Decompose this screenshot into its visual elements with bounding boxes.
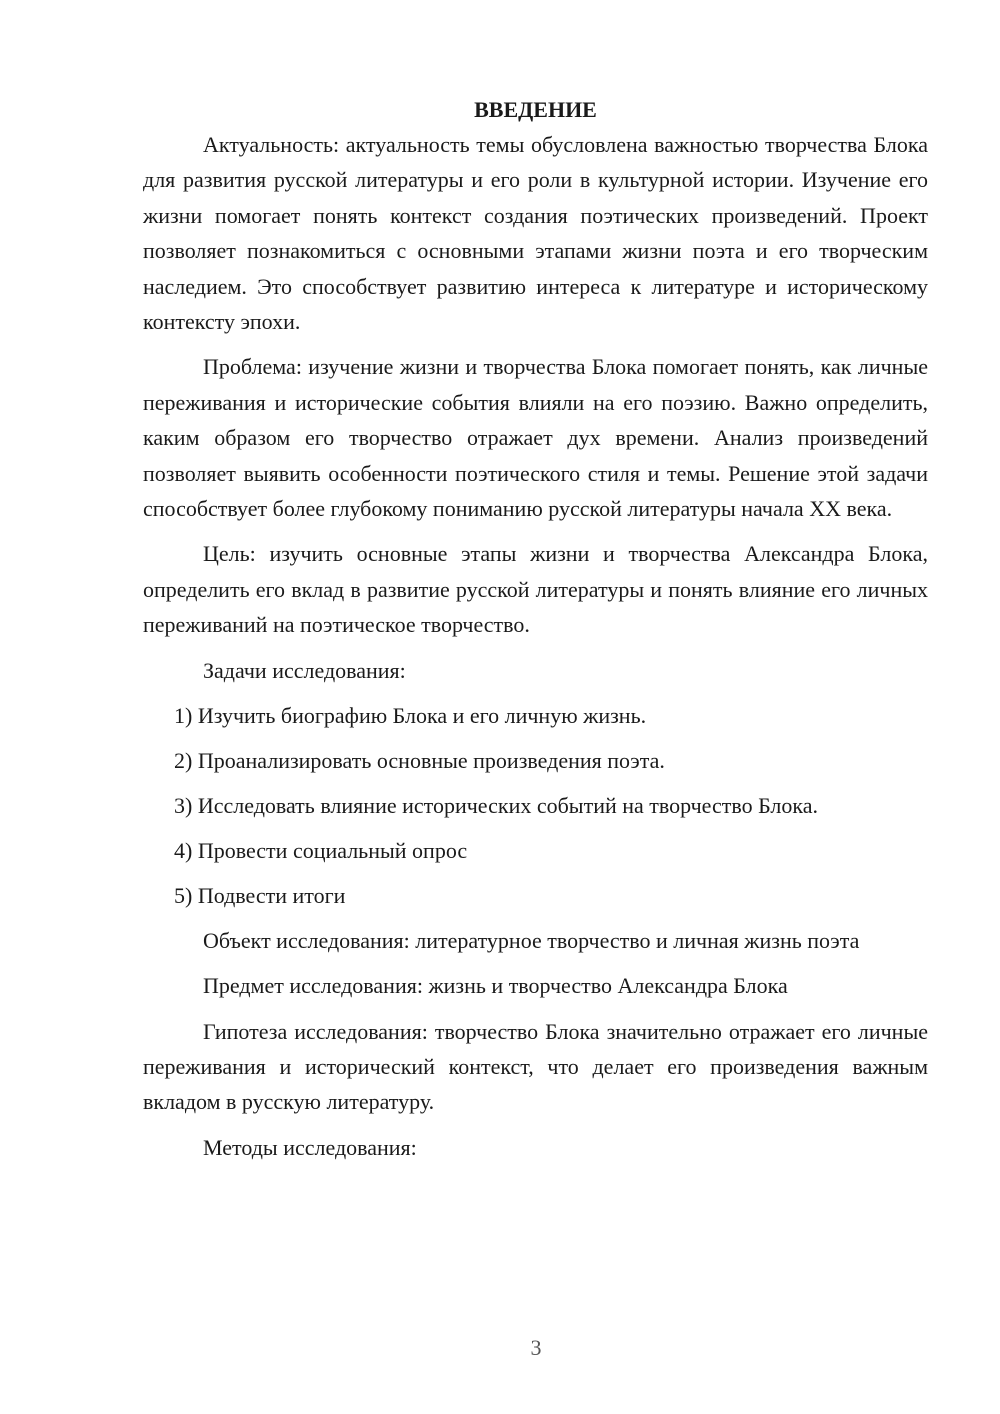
- task-item: 2) Проанализировать основные произведения поэта.: [174, 747, 665, 773]
- goal-paragraph: Цель: изучить основные этапы жизни и творчества Александра Блока, определить его вклад в развитие русской литературы и понять влияние его личных переживаний на поэтическое творчество.: [143, 541, 928, 638]
- task-item: 3) Исследовать влияние исторических событий на творчество Блока.: [174, 792, 819, 818]
- problem-paragraph: Проблема: изучение жизни и творчества Блока помогает понять, как личные переживания и исторические события влияли на его поэзию. Важно определить, каким образом его творчество отражает дух времени. Анализ произведений позволяет выявить особенности поэтического стиля и темы. Решение этой задачи способствует более глубокому пониманию русской литературы начала XX века.: [143, 354, 928, 522]
- page-number: 3: [530, 1335, 542, 1360]
- document-page: [143, 92, 928, 1165]
- hypothesis-paragraph: Гипотеза исследования: творчество Блока значительно отражает его личные переживания и исторический контекст, что делает его произведения важным вкладом в русскую литературу.: [143, 1018, 928, 1115]
- relevance-paragraph: Актуальность: актуальность темы обусловлена важностью творчества Блока для развития русской литературы и его роли в культурной истории. Изучение его жизни помогает понять контекст создания поэтических произведений. Проект позволяет познакомиться с основными этапами жизни поэта и его творческим наследием. Это способствует развитию интереса к литературе и историческому контексту эпохи.: [143, 132, 928, 335]
- tasks-list: [143, 698, 928, 913]
- tasks-heading: Задачи исследования:: [203, 657, 406, 683]
- subject-paragraph: Предмет исследования: жизнь и творчество Александра Блока: [203, 973, 788, 999]
- task-item: 5) Подвести итоги: [174, 882, 346, 908]
- methods-heading: Методы исследования:: [203, 1134, 417, 1160]
- page-title: ВВЕДЕНИЕ: [474, 97, 597, 122]
- object-paragraph: Объект исследования: литературное творчество и личная жизнь поэта: [203, 927, 860, 953]
- task-item: 1) Изучить биографию Блока и его личную жизнь.: [174, 702, 647, 728]
- task-item: 4) Провести социальный опрос: [174, 837, 468, 863]
